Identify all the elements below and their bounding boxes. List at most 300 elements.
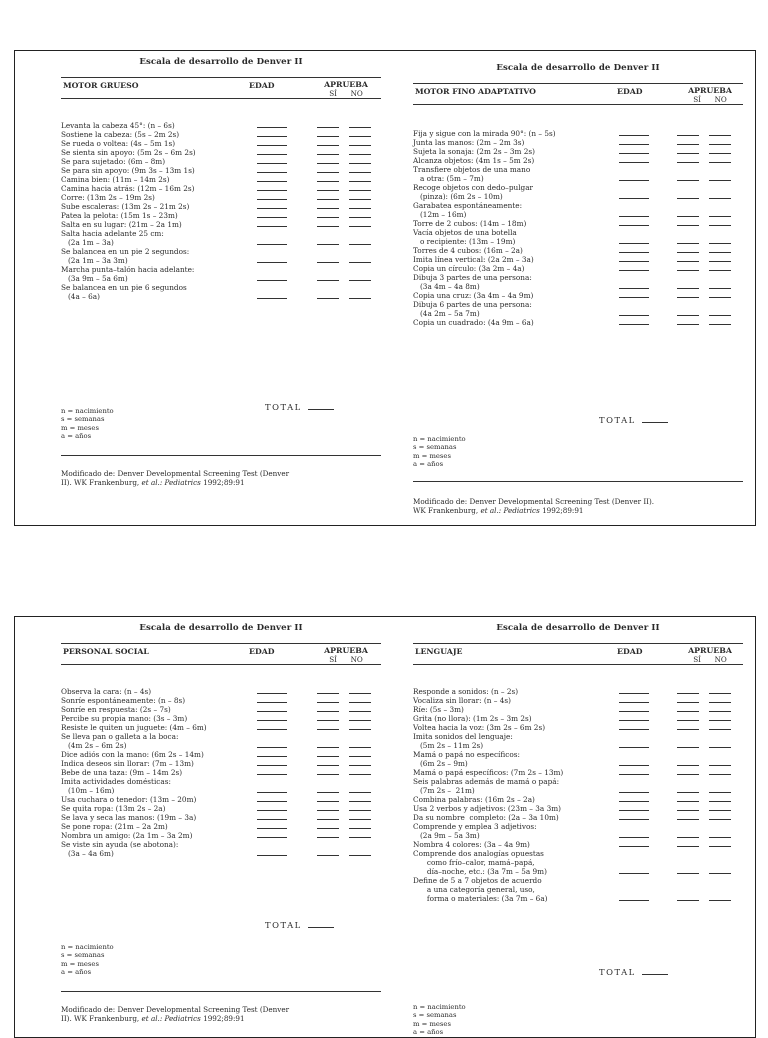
milestone-row [61,750,381,759]
col-aprueba-label: APRUEBA [324,646,368,655]
milestone-list [413,129,743,327]
no-blank[interactable] [709,810,731,811]
no-blank[interactable] [709,693,731,694]
edad-blank[interactable] [619,801,649,802]
edad-blank[interactable] [257,855,287,856]
si-blank[interactable] [677,900,699,901]
si-blank[interactable] [317,217,339,218]
no-blank[interactable] [709,765,731,766]
si-blank[interactable] [317,720,339,721]
si-blank[interactable] [317,837,339,838]
milestone-row [413,768,743,777]
edad-blank[interactable] [257,217,287,218]
milestone-row [413,777,743,795]
edad-blank[interactable] [257,244,287,245]
no-blank[interactable] [709,774,731,775]
si-blank[interactable] [317,298,339,299]
milestone-row [413,138,743,147]
si-blank[interactable] [317,801,339,802]
edad-blank[interactable] [257,280,287,281]
edad-blank[interactable] [257,154,287,155]
si-blank[interactable] [317,693,339,694]
si-blank[interactable] [317,172,339,173]
milestone-text: Se rueda o voltea: (4s – 5m 1s) [61,139,176,148]
no-blank[interactable] [709,900,731,901]
edad-blank[interactable] [619,765,649,766]
si-blank[interactable] [677,252,699,253]
no-blank[interactable] [349,172,371,173]
total-blank[interactable] [308,409,334,410]
no-blank[interactable] [709,270,731,271]
edad-blank[interactable] [257,819,287,820]
si-blank[interactable] [677,837,699,838]
panel-title: Escala de desarrollo de Denver II [139,623,303,633]
edad-blank[interactable] [619,243,649,244]
legend-item: s = semanas [61,415,105,424]
edad-blank[interactable] [619,225,649,226]
edad-blank[interactable] [619,846,649,847]
no-blank[interactable] [349,855,371,856]
milestone-text: Se quita ropa: (13m 2s – 2a) [61,804,166,813]
si-blank[interactable] [317,154,339,155]
milestone-row [413,750,743,768]
edad-blank[interactable] [257,693,287,694]
edad-blank[interactable] [619,261,649,262]
no-blank[interactable] [709,819,731,820]
footer-credit [413,497,753,515]
si-blank[interactable] [317,136,339,137]
edad-blank[interactable] [619,288,649,289]
legend-item: n = nacimiento [413,435,466,443]
edad-blank[interactable] [619,693,649,694]
milestone-text: Define de 5 a 7 objetos de acuerdo a una categoría general, uso, forma o materiales: (3a 7m – 6a) [413,876,548,903]
no-blank[interactable] [349,774,371,775]
edad-blank[interactable] [257,711,287,712]
card-social-language [14,616,756,1038]
si-blank[interactable] [677,720,699,721]
si-blank[interactable] [317,208,339,209]
no-blank[interactable] [349,226,371,227]
si-blank[interactable] [317,280,339,281]
si-blank[interactable] [317,181,339,182]
no-blank[interactable] [349,711,371,712]
milestone-text: Transfiere objetos de una mano a otra: (5m – 7m) [413,165,531,183]
edad-blank[interactable] [257,828,287,829]
milestone-list [61,121,381,301]
si-blank[interactable] [317,145,339,146]
edad-blank[interactable] [257,720,287,721]
milestone-list [61,687,381,858]
no-blank[interactable] [349,801,371,802]
no-blank[interactable] [709,801,731,802]
no-blank[interactable] [349,792,371,793]
si-blank[interactable] [317,792,339,793]
si-blank[interactable] [317,747,339,748]
no-blank[interactable] [349,136,371,137]
si-blank[interactable] [677,702,699,703]
no-blank[interactable] [349,702,371,703]
no-blank[interactable] [349,208,371,209]
table-header [413,643,743,665]
no-blank[interactable] [349,262,371,263]
footer-year: 1992;89:91 [542,506,584,515]
milestone-row [61,705,381,714]
si-blank[interactable] [317,810,339,811]
section-label: PERSONAL SOCIAL [63,647,149,656]
milestone-text: Se para sujetado: (6m – 8m) [61,157,166,166]
edad-blank[interactable] [619,216,649,217]
si-blank[interactable] [317,702,339,703]
si-blank[interactable] [317,226,339,227]
milestone-row [413,219,743,228]
no-blank[interactable] [709,144,731,145]
no-blank[interactable] [349,127,371,128]
si-blank[interactable] [677,180,699,181]
no-blank[interactable] [709,729,731,730]
si-blank[interactable] [677,243,699,244]
milestone-text: Comprende y emplea 3 adjetivos: (2a 9m – 5a 3m) [413,822,537,840]
si-blank[interactable] [317,729,339,730]
si-blank[interactable] [677,324,699,325]
edad-blank[interactable] [619,747,649,748]
edad-blank[interactable] [257,262,287,263]
edad-blank[interactable] [619,324,649,325]
no-blank[interactable] [709,153,731,154]
edad-blank[interactable] [257,747,287,748]
no-blank[interactable] [709,135,731,136]
legend-item: a = años [413,1028,444,1037]
si-blank[interactable] [317,711,339,712]
milestone-row [61,696,381,705]
milestone-text: Resiste le quiten un juguete: (4m – 6m) [61,723,207,732]
edad-blank[interactable] [257,729,287,730]
milestone-text: Sube escaleras: (13m 2s – 21m 2s) [61,202,190,211]
no-blank[interactable] [349,810,371,811]
edad-blank[interactable] [257,145,287,146]
milestone-row [61,193,381,202]
edad-blank[interactable] [619,702,649,703]
edad-blank[interactable] [257,756,287,757]
milestone-text: Percibe su propia mano: (3s – 3m) [61,714,188,723]
footer-year: 1992;89:91 [203,1014,245,1023]
milestone-text: Seis palabras además de mamá o papá: (7m 2s – 21m) [413,777,560,795]
milestone-row [61,714,381,723]
edad-blank[interactable] [619,900,649,901]
edad-blank[interactable] [619,711,649,712]
panel-title: Escala de desarrollo de Denver II [139,57,303,67]
no-blank[interactable] [349,163,371,164]
edad-blank[interactable] [619,153,649,154]
edad-blank[interactable] [619,873,649,874]
si-blank[interactable] [677,144,699,145]
no-blank[interactable] [349,190,371,191]
milestone-text: Junta las manos: (2m – 2m 3s) [413,138,525,147]
si-blank[interactable] [677,288,699,289]
si-blank[interactable] [317,190,339,191]
col-si: SÍ [693,655,701,664]
milestone-text: Responde a sonidos: (n – 2s) [413,687,519,696]
edad-blank[interactable] [257,172,287,173]
footer-line: II). WK Frankenburg, [61,478,140,487]
milestone-row [413,291,743,300]
si-blank[interactable] [677,153,699,154]
milestone-row [61,220,381,229]
si-blank[interactable] [677,270,699,271]
no-blank[interactable] [709,873,731,874]
edad-blank[interactable] [257,136,287,137]
total-blank[interactable] [308,927,334,928]
edad-blank[interactable] [257,801,287,802]
no-blank[interactable] [349,280,371,281]
milestone-row [413,795,743,804]
edad-blank[interactable] [257,181,287,182]
si-blank[interactable] [677,873,699,874]
no-blank[interactable] [349,837,371,838]
total-blank[interactable] [642,974,668,975]
edad-blank[interactable] [619,774,649,775]
edad-blank[interactable] [619,810,649,811]
no-blank[interactable] [709,846,731,847]
si-blank[interactable] [677,711,699,712]
edad-blank[interactable] [619,144,649,145]
milestone-row [413,723,743,732]
milestone-text: Vocaliza sin llorar: (n – 4s) [413,696,511,705]
col-aprueba [311,646,381,664]
milestone-row [413,147,743,156]
milestone-text: Se sienta sin apoyo: (5m 2s – 6m 2s) [61,148,196,157]
edad-blank[interactable] [619,270,649,271]
edad-blank[interactable] [619,315,649,316]
si-blank[interactable] [677,261,699,262]
edad-blank[interactable] [619,162,649,163]
edad-blank[interactable] [257,702,287,703]
no-blank[interactable] [709,702,731,703]
milestone-row [413,129,743,138]
si-blank[interactable] [677,315,699,316]
si-blank[interactable] [677,216,699,217]
edad-blank[interactable] [619,198,649,199]
edad-blank[interactable] [257,208,287,209]
milestone-text: Nombra 4 colores: (3a – 4a 9m) [413,840,530,849]
milestone-text: Imita línea vertical: (2a 2m – 3a) [413,255,534,264]
milestone-text: Se viste sin ayuda (se abotona): (3a – 4a 6m) [61,840,179,858]
no-blank[interactable] [349,298,371,299]
si-blank[interactable] [317,199,339,200]
legend [413,1003,466,1037]
milestone-row [61,175,381,184]
si-blank[interactable] [677,774,699,775]
milestone-row [61,831,381,840]
si-blank[interactable] [677,135,699,136]
edad-blank[interactable] [619,297,649,298]
footer-line: Modificado de: Denver Developmental Screening Test (Denver [61,469,290,478]
table-header [61,77,381,99]
no-blank[interactable] [709,243,731,244]
legend-item: m = meses [61,423,99,432]
total-row [599,967,668,977]
col-no: NO [350,89,363,98]
milestone-row [61,184,381,193]
no-blank[interactable] [709,315,731,316]
si-blank[interactable] [677,693,699,694]
total-label: TOTAL [265,402,302,412]
table-header [61,643,381,665]
milestone-row [61,283,381,301]
milestone-text: Se para sin apoyo: (9m 3s – 13m 1s) [61,166,195,175]
no-blank[interactable] [349,828,371,829]
no-blank[interactable] [349,199,371,200]
edad-blank[interactable] [619,837,649,838]
milestone-row [413,165,743,183]
no-blank[interactable] [709,198,731,199]
milestone-row [413,255,743,264]
no-blank[interactable] [349,217,371,218]
si-blank[interactable] [317,163,339,164]
milestone-text: Grita (no llora): (1m 2s – 3m 2s) [413,714,532,723]
edad-blank[interactable] [257,226,287,227]
milestone-text: Camina bien: (11m – 14m 2s) [61,175,170,184]
si-blank[interactable] [677,297,699,298]
si-blank[interactable] [677,846,699,847]
no-blank[interactable] [709,216,731,217]
edad-blank[interactable] [257,810,287,811]
si-blank[interactable] [677,819,699,820]
edad-blank[interactable] [257,837,287,838]
milestone-row [61,804,381,813]
si-blank[interactable] [317,262,339,263]
table-header [413,83,743,105]
milestone-row [413,804,743,813]
edad-blank[interactable] [619,180,649,181]
legend-item: m = meses [61,959,99,968]
no-blank[interactable] [349,765,371,766]
no-blank[interactable] [349,181,371,182]
milestone-text: Combina palabras: (16m 2s – 2a) [413,795,535,804]
no-blank[interactable] [349,720,371,721]
no-blank[interactable] [709,225,731,226]
edad-blank[interactable] [257,792,287,793]
divider [413,481,743,482]
no-blank[interactable] [349,756,371,757]
col-aprueba [675,646,745,664]
si-blank[interactable] [317,774,339,775]
si-blank[interactable] [677,729,699,730]
edad-blank[interactable] [257,199,287,200]
si-blank[interactable] [317,127,339,128]
si-blank[interactable] [677,747,699,748]
no-blank[interactable] [349,154,371,155]
milestone-text: Se balancea en un pie 2 segundos: (2a 1m – 3a 3m) [61,247,190,265]
total-row [265,402,334,412]
col-edad: EDAD [617,647,643,656]
no-blank[interactable] [349,747,371,748]
no-blank[interactable] [709,180,731,181]
si-blank[interactable] [317,756,339,757]
no-blank[interactable] [709,720,731,721]
milestone-row [413,840,743,849]
edad-blank[interactable] [619,729,649,730]
milestone-row [61,723,381,732]
milestone-text: Garabatea espontáneamente: (12m – 16m) [413,201,523,219]
col-si: SÍ [693,95,701,104]
edad-blank[interactable] [619,252,649,253]
legend-item: a = años [61,432,92,441]
no-blank[interactable] [349,729,371,730]
edad-blank[interactable] [619,720,649,721]
no-blank[interactable] [709,288,731,289]
si-blank[interactable] [677,792,699,793]
no-blank[interactable] [709,297,731,298]
milestone-text: Se lleva pan o galleta a la boca: (4m 2s – 6m 2s) [61,732,179,750]
edad-blank[interactable] [619,792,649,793]
edad-blank[interactable] [619,819,649,820]
no-blank[interactable] [709,252,731,253]
milestone-row [61,157,381,166]
col-edad: EDAD [617,87,643,96]
edad-blank[interactable] [257,190,287,191]
si-blank[interactable] [317,244,339,245]
no-blank[interactable] [349,244,371,245]
edad-blank[interactable] [619,135,649,136]
edad-blank[interactable] [257,774,287,775]
no-blank[interactable] [349,145,371,146]
panel-title: Escala de desarrollo de Denver II [496,63,660,73]
si-blank[interactable] [677,198,699,199]
no-blank[interactable] [709,747,731,748]
si-blank[interactable] [677,162,699,163]
total-blank[interactable] [642,422,668,423]
col-aprueba [311,80,381,98]
si-blank[interactable] [677,765,699,766]
footer-credit [61,1005,391,1023]
no-blank[interactable] [709,837,731,838]
edad-blank[interactable] [257,127,287,128]
col-edad: EDAD [249,81,275,90]
no-blank[interactable] [709,792,731,793]
si-blank[interactable] [677,225,699,226]
edad-blank[interactable] [257,298,287,299]
edad-blank[interactable] [257,765,287,766]
milestone-text: Sonríe en respuesta: (2s – 7s) [61,705,171,714]
milestone-row [61,840,381,858]
edad-blank[interactable] [257,163,287,164]
si-blank[interactable] [317,855,339,856]
no-blank[interactable] [349,819,371,820]
milestone-text: Dice adiós con la mano: (6m 2s – 14m) [61,750,204,759]
si-blank[interactable] [317,819,339,820]
milestone-row [413,183,743,201]
col-si: SÍ [329,89,337,98]
milestone-text: Mamá o papá no específicos: (6m 2s – 9m) [413,750,520,768]
total-label: TOTAL [599,415,636,425]
si-blank[interactable] [677,801,699,802]
si-blank[interactable] [317,828,339,829]
no-blank[interactable] [709,711,731,712]
milestone-text: Sonríe espontáneamente: (n – 8s) [61,696,186,705]
no-blank[interactable] [709,324,731,325]
milestone-text: Patea la pelota: (15m 1s – 23m) [61,211,178,220]
no-blank[interactable] [709,261,731,262]
no-blank[interactable] [349,693,371,694]
milestone-text: Bebe de una taza: (9m – 14m 2s) [61,768,183,777]
no-blank[interactable] [709,162,731,163]
si-blank[interactable] [317,765,339,766]
milestone-row [61,265,381,283]
milestone-row [61,795,381,804]
milestone-text: Levanta la cabeza 45°: (n – 6s) [61,121,175,130]
footer-year: 1992;89:91 [203,478,245,487]
si-blank[interactable] [677,810,699,811]
